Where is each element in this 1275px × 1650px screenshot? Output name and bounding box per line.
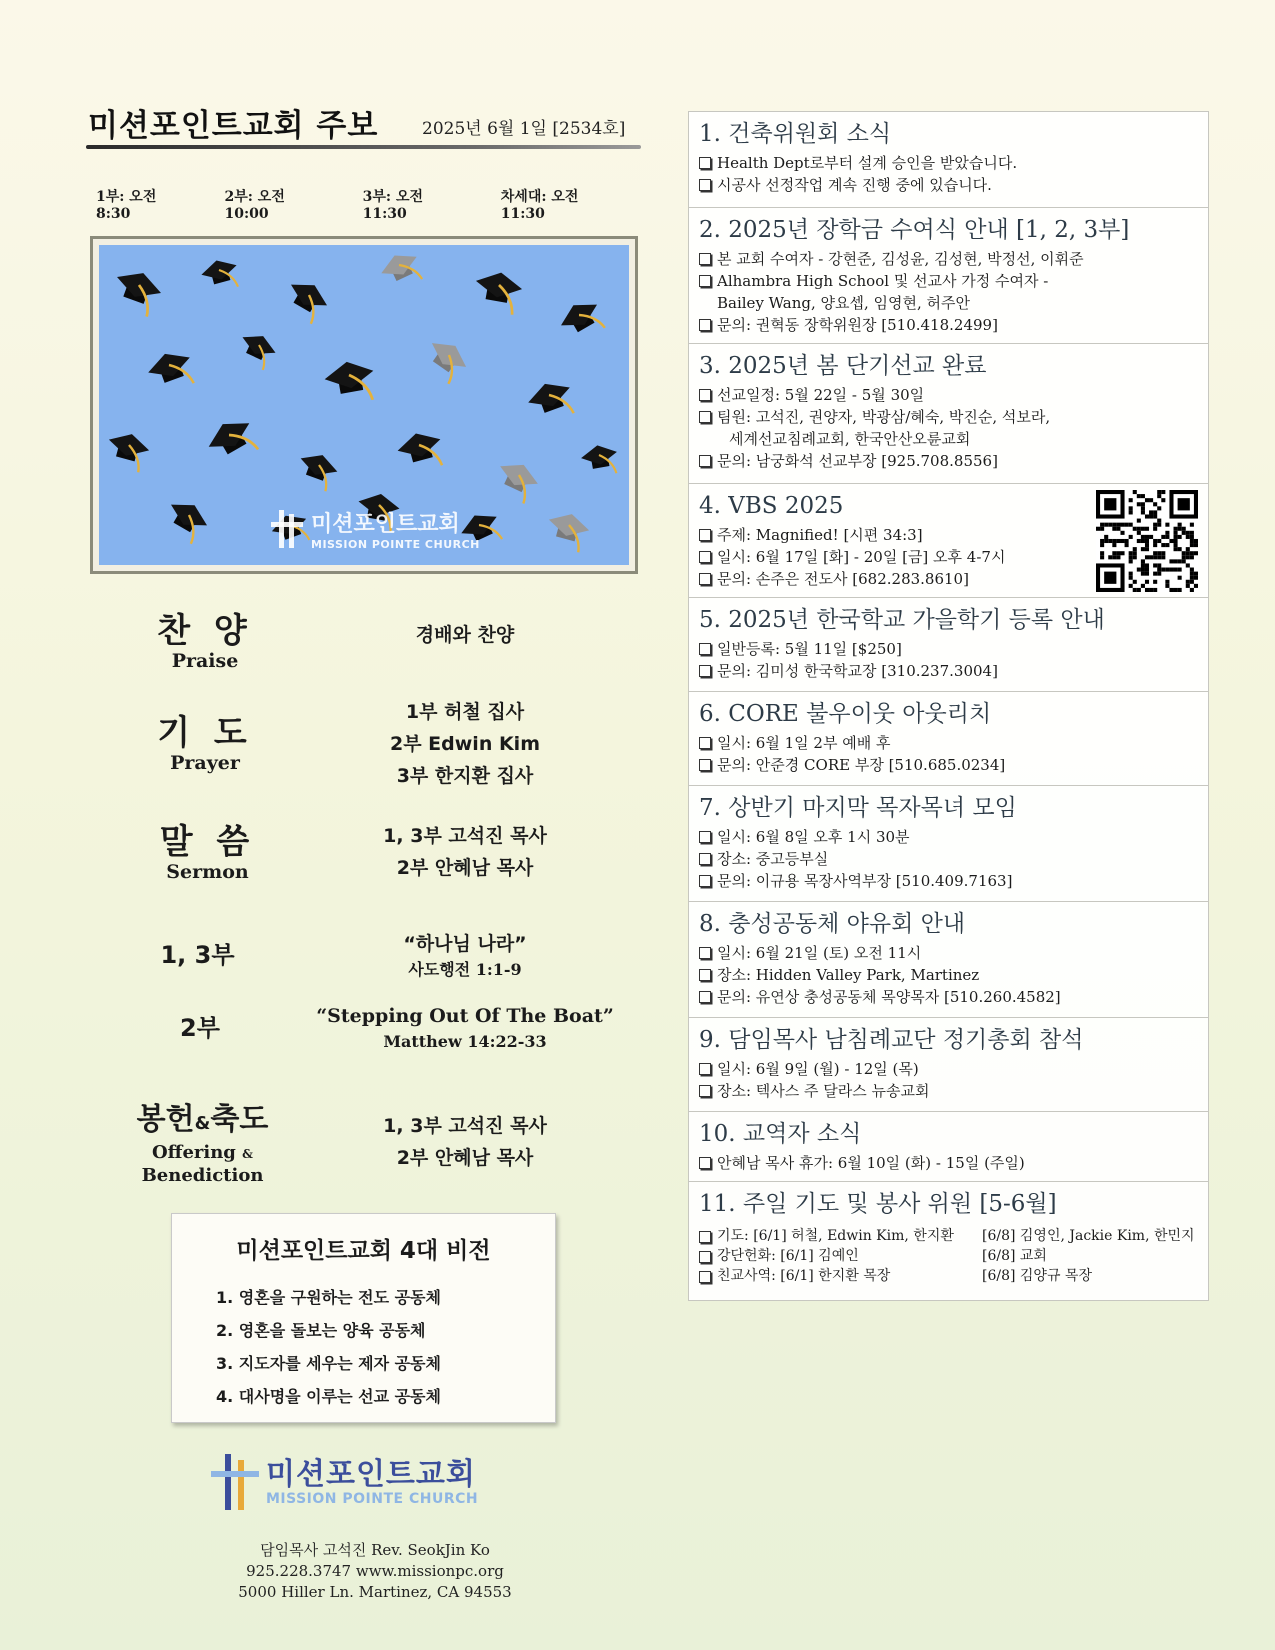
graduation-cap [579,442,620,479]
offering-heading [120,1102,285,1187]
announcement-10 [689,1112,1208,1182]
checkbox-icon [699,1063,711,1075]
announcement-line: 일시: 6월 8일 오후 1시 30분 [717,828,910,846]
graduation-cap [471,269,524,316]
footer-logo-korean: 미션포인트교회 [266,1457,476,1492]
footer-info [170,1540,580,1603]
announcement-title: 8. 충성공동체 야유회 안내 [699,911,966,937]
graduation-cap [159,495,213,546]
duty-row-b: [6/8] 김영인, Jackie Kim, 한민지 [982,1228,1195,1244]
announcement-6 [689,692,1208,786]
checkbox-icon [699,1251,711,1263]
photo-church-logo [269,507,480,551]
graduation-cap [202,412,262,470]
offering-line-2: 2부 안혜남 목사 [396,1147,534,1169]
sermon-13-label: 1, 3부 [160,941,235,969]
announcement-title: 3. 2025년 봄 단기선교 완료 [699,353,987,379]
contact-line[interactable]: 925.228.3747 www.missionpc.org [246,1562,504,1580]
checkbox-icon [699,875,711,887]
announcement-line: 일반등록: 5월 11일 [$250] [717,640,902,658]
graduation-cap [377,247,426,293]
announcement-title: 6. CORE 불우이웃 아웃리치 [699,701,992,727]
sermon-line-2: 2부 안혜남 목사 [396,857,534,879]
announcement-line: 문의: 이규용 목장사역부장 [510.409.7163] [717,872,1013,890]
announcement-2 [689,208,1208,344]
graduation-cap [490,456,543,505]
photo-sky [99,245,629,565]
benediction-ko: 축도 [210,1102,269,1137]
checkbox-icon [699,179,711,191]
sermon-2-info [300,1000,630,1052]
prayer-list [315,696,615,792]
offering-en: Offering [151,1142,236,1163]
sermon-ko: 말 씀 [159,822,256,862]
sermon-13-title: “하나님 나라” [403,933,527,955]
graduation-cap [418,334,472,387]
duty-row-b: [6/8] 교회 [982,1248,1047,1264]
announcement-line: 팀원: 고석진, 권양자, 박광삼/혜숙, 박진순, 석보라, [717,408,1051,426]
announcement-line: 세계선교침례교회, 한국안산오륜교회 [729,430,971,448]
praise-ko: 찬 양 [157,611,253,651]
service-time-youth: 차세대: 오전 11:30 [500,189,579,222]
announcement-line: 장소: 중고등부실 [717,850,829,868]
announcement-5 [689,598,1208,692]
prayer-line-3: 3부 한지환 집사 [396,765,534,787]
checkbox-icon [699,947,711,959]
church-logo [208,1452,478,1514]
praise-heading [150,612,260,672]
announcement-title: 5. 2025년 한국학교 가을학기 등록 안내 [699,607,1105,633]
graduation-cap [555,295,609,346]
graduation-cap [293,448,341,492]
sermon-13-reference: 사도행전 1:1-9 [408,960,522,979]
announcement-4 [689,484,1208,598]
sermon-line-1: 1, 3부 고석진 목사 [383,825,547,847]
graduation-photo [90,236,638,574]
praise-value: 경배와 찬양 [415,624,515,646]
graduation-cap [144,346,198,396]
announcement-title: 1. 건축위원회 소식 [699,121,892,147]
checkbox-icon [699,411,711,423]
checkbox-icon [699,389,711,401]
duty-row-a: 친교사역: [6/1] 한지환 목장 [717,1268,891,1284]
sermon-preachers [315,820,615,884]
checkbox-icon [699,1271,711,1283]
sermon-2-title: “Stepping Out Of The Boat” [316,1005,614,1027]
offering-line-1: 1, 3부 고석진 목사 [383,1115,547,1137]
footer-logo-english: MISSION POINTE CHURCH [266,1491,479,1507]
announcement-line: 일시: 6월 9일 (월) - 12일 (목) [717,1060,919,1078]
graduation-cap [524,376,578,426]
graduation-cap [103,429,152,474]
checkbox-icon [699,1157,711,1169]
announcement-title: 11. 주일 기도 및 봉사 위원 [5-6월] [699,1191,1057,1217]
checkbox-icon [699,253,711,265]
announcement-line: 일시: 6월 17일 [화] - 20일 [금] 오후 4-7시 [717,548,1006,566]
announcement-line: 문의: 유연상 충성공동체 목양목자 [510.260.4582] [717,988,1061,1006]
benediction-en: Benediction [141,1165,264,1186]
checkbox-icon [699,853,711,865]
sermon-en: Sermon [166,861,249,883]
announcement-title: 10. 교역자 소식 [699,1121,862,1147]
vision-item-2: 2. 영혼을 돌보는 양육 공동체 [216,1321,426,1340]
announcement-11 [689,1182,1208,1294]
prayer-ko: 기 도 [157,713,253,753]
announcement-9 [689,1018,1208,1112]
checkbox-icon [699,991,711,1003]
checkbox-icon [699,275,711,287]
announcement-title: 7. 상반기 마지막 목자목녀 모임 [699,795,1017,821]
announcement-line: 일시: 6월 1일 2부 예배 후 [717,734,891,752]
title-underline [86,145,641,149]
announcement-line: Bailey Wang, 양요셉, 임영현, 허주안 [717,294,971,312]
vbs-qr-code[interactable] [1096,490,1198,592]
announcement-title: 2. 2025년 장학금 수여식 안내 [1, 2, 3부] [699,217,1130,243]
issue-date: 2025년 6월 1일 [2534호] [422,119,626,139]
duty-row-a: 강단헌화: [6/1] 김예인 [717,1248,859,1264]
vision-box [171,1213,556,1423]
checkbox-icon [699,455,711,467]
announcement-line: 문의: 김미성 한국학교장 [310.237.3004] [717,662,998,680]
announcement-title: 4. VBS 2025 [699,493,844,519]
announcement-line: 시공사 선정작업 계속 진행 중에 있습니다. [717,176,992,194]
offering-en-amp: & [242,1147,254,1161]
graduation-cap [279,275,333,326]
checkbox-icon [699,665,711,677]
announcement-line: 문의: 안준경 CORE 부장 [510.685.0234] [717,756,1006,774]
checkbox-icon [699,969,711,981]
announcement-7 [689,786,1208,902]
bulletin-title: 미션포인트교회 주보 [88,108,379,144]
photo-logo-korean: 미션포인트교회 [311,512,460,537]
sermon-2-label: 2부 [180,1014,220,1042]
offering-amp: & [194,1113,211,1134]
checkbox-icon [699,573,711,585]
prayer-heading [150,714,260,774]
announcement-line: 일시: 6월 21일 (토) 오전 11시 [717,944,922,962]
graduation-cap [199,256,242,295]
checkbox-icon [699,1085,711,1097]
duty-row-b: [6/8] 김양규 목장 [982,1268,1092,1284]
service-times [96,186,656,222]
prayer-line-2: 2부 Edwin Kim [389,733,540,755]
praise-en: Praise [171,650,239,672]
checkbox-icon [699,157,711,169]
sermon-2-reference: Matthew 14:22-33 [383,1032,547,1051]
checkbox-icon [699,529,711,541]
announcement-line: Alhambra High School 및 선교사 가정 수여자 - [717,272,1049,290]
offering-ko: 봉헌 [136,1102,195,1137]
service-time-1: 1부: 오전 8:30 [96,189,157,222]
pastor-name: 담임목사 고석진 Rev. SeokJin Ko [260,1541,490,1559]
announcement-line: 장소: Hidden Valley Park, Martinez [717,966,980,984]
checkbox-icon [699,759,711,771]
address-line: 5000 Hiller Ln. Martinez, CA 94553 [238,1583,512,1601]
offering-officiants [315,1110,615,1174]
service-time-3: 3부: 오전 11:30 [362,189,423,222]
announcement-3 [689,344,1208,484]
service-time-2: 2부: 오전 10:00 [224,189,285,222]
church-cross-icon [208,1452,262,1514]
sermon-heading [150,823,265,883]
graduation-cap [108,265,166,318]
checkbox-icon [699,319,711,331]
graduation-cap [395,428,447,476]
graduation-cap [322,358,378,408]
prayer-en: Prayer [170,752,240,774]
duty-row-a: 기도: [6/1] 허철, Edwin Kim, 한지환 [717,1228,954,1244]
announcement-line: 선교일정: 5월 22일 - 5월 30일 [717,386,925,404]
graduation-cap [543,509,592,554]
vision-item-4: 4. 대사명을 이루는 선교 공동체 [216,1387,441,1406]
checkbox-icon [699,1231,711,1243]
announcement-1 [689,112,1208,208]
checkbox-icon [699,737,711,749]
announcement-title: 9. 담임목사 남침례교단 정기총회 참석 [699,1027,1084,1053]
announcement-line: 본 교회 수여자 - 강현준, 김성윤, 김성현, 박정선, 이휘준 [717,250,1084,268]
announcement-line: 장소: 텍사스 주 달라스 뉴송교회 [717,1082,930,1100]
announcements-panel [688,111,1209,1301]
photo-logo-english: MISSION POINTE CHURCH [311,538,480,551]
sermon-13-info [315,928,615,980]
announcement-line: 문의: 손주은 전도사 [682.283.8610] [717,570,969,588]
vision-title: 미션포인트교회 4대 비전 [236,1238,491,1264]
checkbox-icon [699,551,711,563]
graduation-cap [234,328,280,371]
cross-logo-icon [269,508,305,550]
announcement-line: 문의: 권혁동 장학위원장 [510.418.2499] [717,316,998,334]
announcement-line: 안혜남 목사 휴가: 6월 10일 (화) - 15일 (주일) [717,1154,1025,1172]
vision-item-1: 1. 영혼을 구원하는 전도 공동체 [216,1288,441,1307]
vision-list [216,1281,555,1413]
announcement-line: Health Dept로부터 설계 승인을 받았습니다. [717,154,1018,172]
announcement-line: 주제: Magnified! [시편 34:3] [717,526,923,544]
announcement-line: 문의: 남궁화석 선교부장 [925.708.8556] [717,452,998,470]
prayer-line-1: 1부 허철 집사 [405,701,525,723]
announcement-8 [689,902,1208,1018]
checkbox-icon [699,831,711,843]
vision-item-3: 3. 지도자를 세우는 제자 공동체 [216,1354,441,1373]
checkbox-icon [699,643,711,655]
